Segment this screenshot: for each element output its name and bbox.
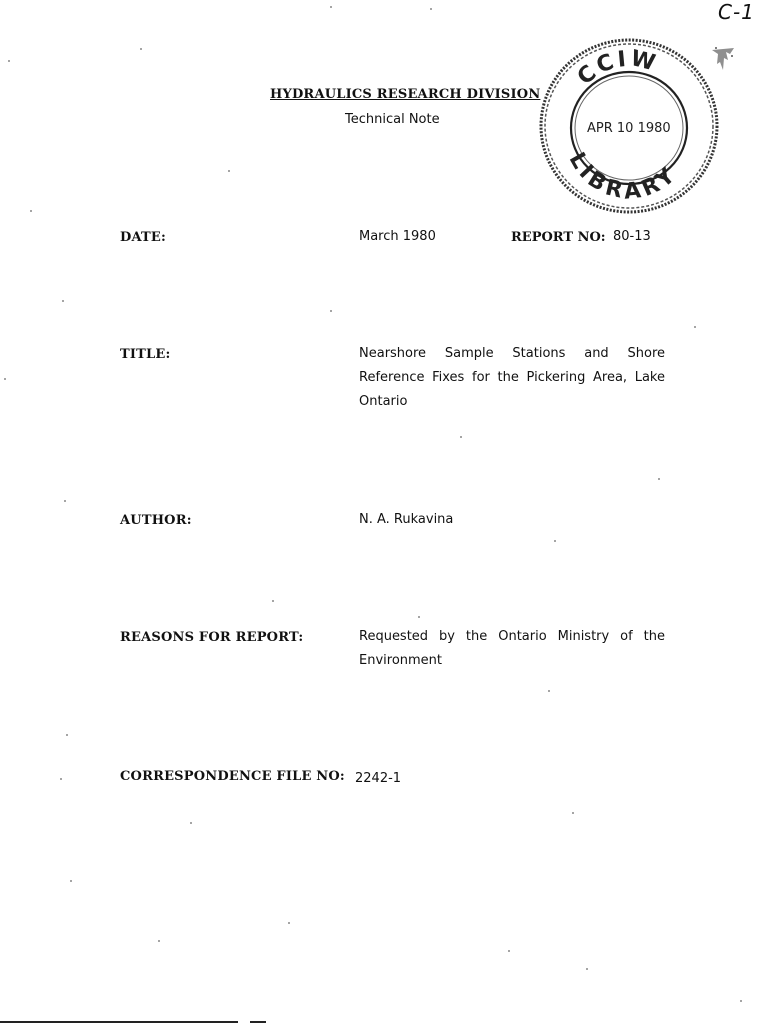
author-label: AUTHOR: bbox=[120, 513, 192, 528]
reasons-label: REASONS FOR REPORT: bbox=[120, 630, 304, 645]
scan-edge-line bbox=[0, 1021, 238, 1023]
title-line: Ontario bbox=[359, 394, 408, 409]
scan-speck bbox=[430, 8, 432, 10]
title-line: Reference Fixes for the Pickering Area, Lake bbox=[359, 370, 665, 385]
scan-speck bbox=[60, 778, 62, 780]
date-label: DATE: bbox=[120, 230, 167, 245]
technical-note-subtitle: Technical Note bbox=[345, 112, 440, 127]
scan-speck bbox=[30, 210, 32, 212]
scan-speck bbox=[330, 310, 332, 312]
scan-speck bbox=[4, 378, 6, 380]
handwritten-annotation: C-1 bbox=[718, 0, 755, 24]
title-label: TITLE: bbox=[120, 347, 171, 362]
title-line: Nearshore Sample Stations and Shore bbox=[359, 346, 665, 361]
scan-speck bbox=[740, 1000, 742, 1002]
scan-speck bbox=[330, 6, 332, 8]
scan-speck bbox=[66, 734, 68, 736]
scan-speck bbox=[70, 880, 72, 882]
scan-speck bbox=[694, 326, 696, 328]
stamp-date: APR 10 1980 bbox=[587, 121, 671, 136]
division-heading: HYDRAULICS RESEARCH DIVISION bbox=[270, 87, 541, 102]
scan-speck bbox=[554, 540, 556, 542]
scan-speck bbox=[460, 436, 462, 438]
scan-speck bbox=[288, 922, 290, 924]
author-value: N. A. Rukavina bbox=[359, 512, 454, 527]
scan-speck bbox=[158, 940, 160, 942]
scan-speck bbox=[190, 822, 192, 824]
reasons-line: Environment bbox=[359, 653, 443, 668]
date-value: March 1980 bbox=[359, 229, 436, 244]
scan-edge-line bbox=[250, 1021, 266, 1023]
scan-speck bbox=[658, 478, 660, 480]
scan-speck bbox=[586, 968, 588, 970]
svg-text:CCIW bbox=[573, 46, 661, 90]
scan-speck bbox=[8, 60, 10, 62]
scan-speck bbox=[418, 616, 420, 618]
scan-speck bbox=[572, 812, 574, 814]
stamp-bottom-text: LIBRARY bbox=[563, 148, 683, 205]
scan-speck bbox=[64, 500, 66, 502]
title-value bbox=[359, 342, 665, 414]
scan-speck bbox=[62, 300, 64, 302]
correspondence-file-label: CORRESPONDENCE FILE NO: bbox=[120, 769, 345, 784]
scan-speck bbox=[140, 48, 142, 50]
scan-speck bbox=[272, 600, 274, 602]
reasons-value bbox=[359, 625, 665, 673]
scan-speck bbox=[508, 950, 510, 952]
reasons-line: Requested by the Ontario Ministry of the bbox=[359, 629, 665, 644]
svg-text:LIBRARY bbox=[564, 148, 683, 204]
correspondence-file-value: 2242-1 bbox=[355, 771, 402, 786]
stamp-top-text: CCIW bbox=[572, 45, 661, 91]
scan-speck bbox=[548, 690, 550, 692]
report-number-value: 80-13 bbox=[613, 229, 651, 244]
scan-speck bbox=[228, 170, 230, 172]
report-number-label: REPORT NO: bbox=[511, 230, 606, 245]
library-stamp bbox=[535, 34, 721, 214]
